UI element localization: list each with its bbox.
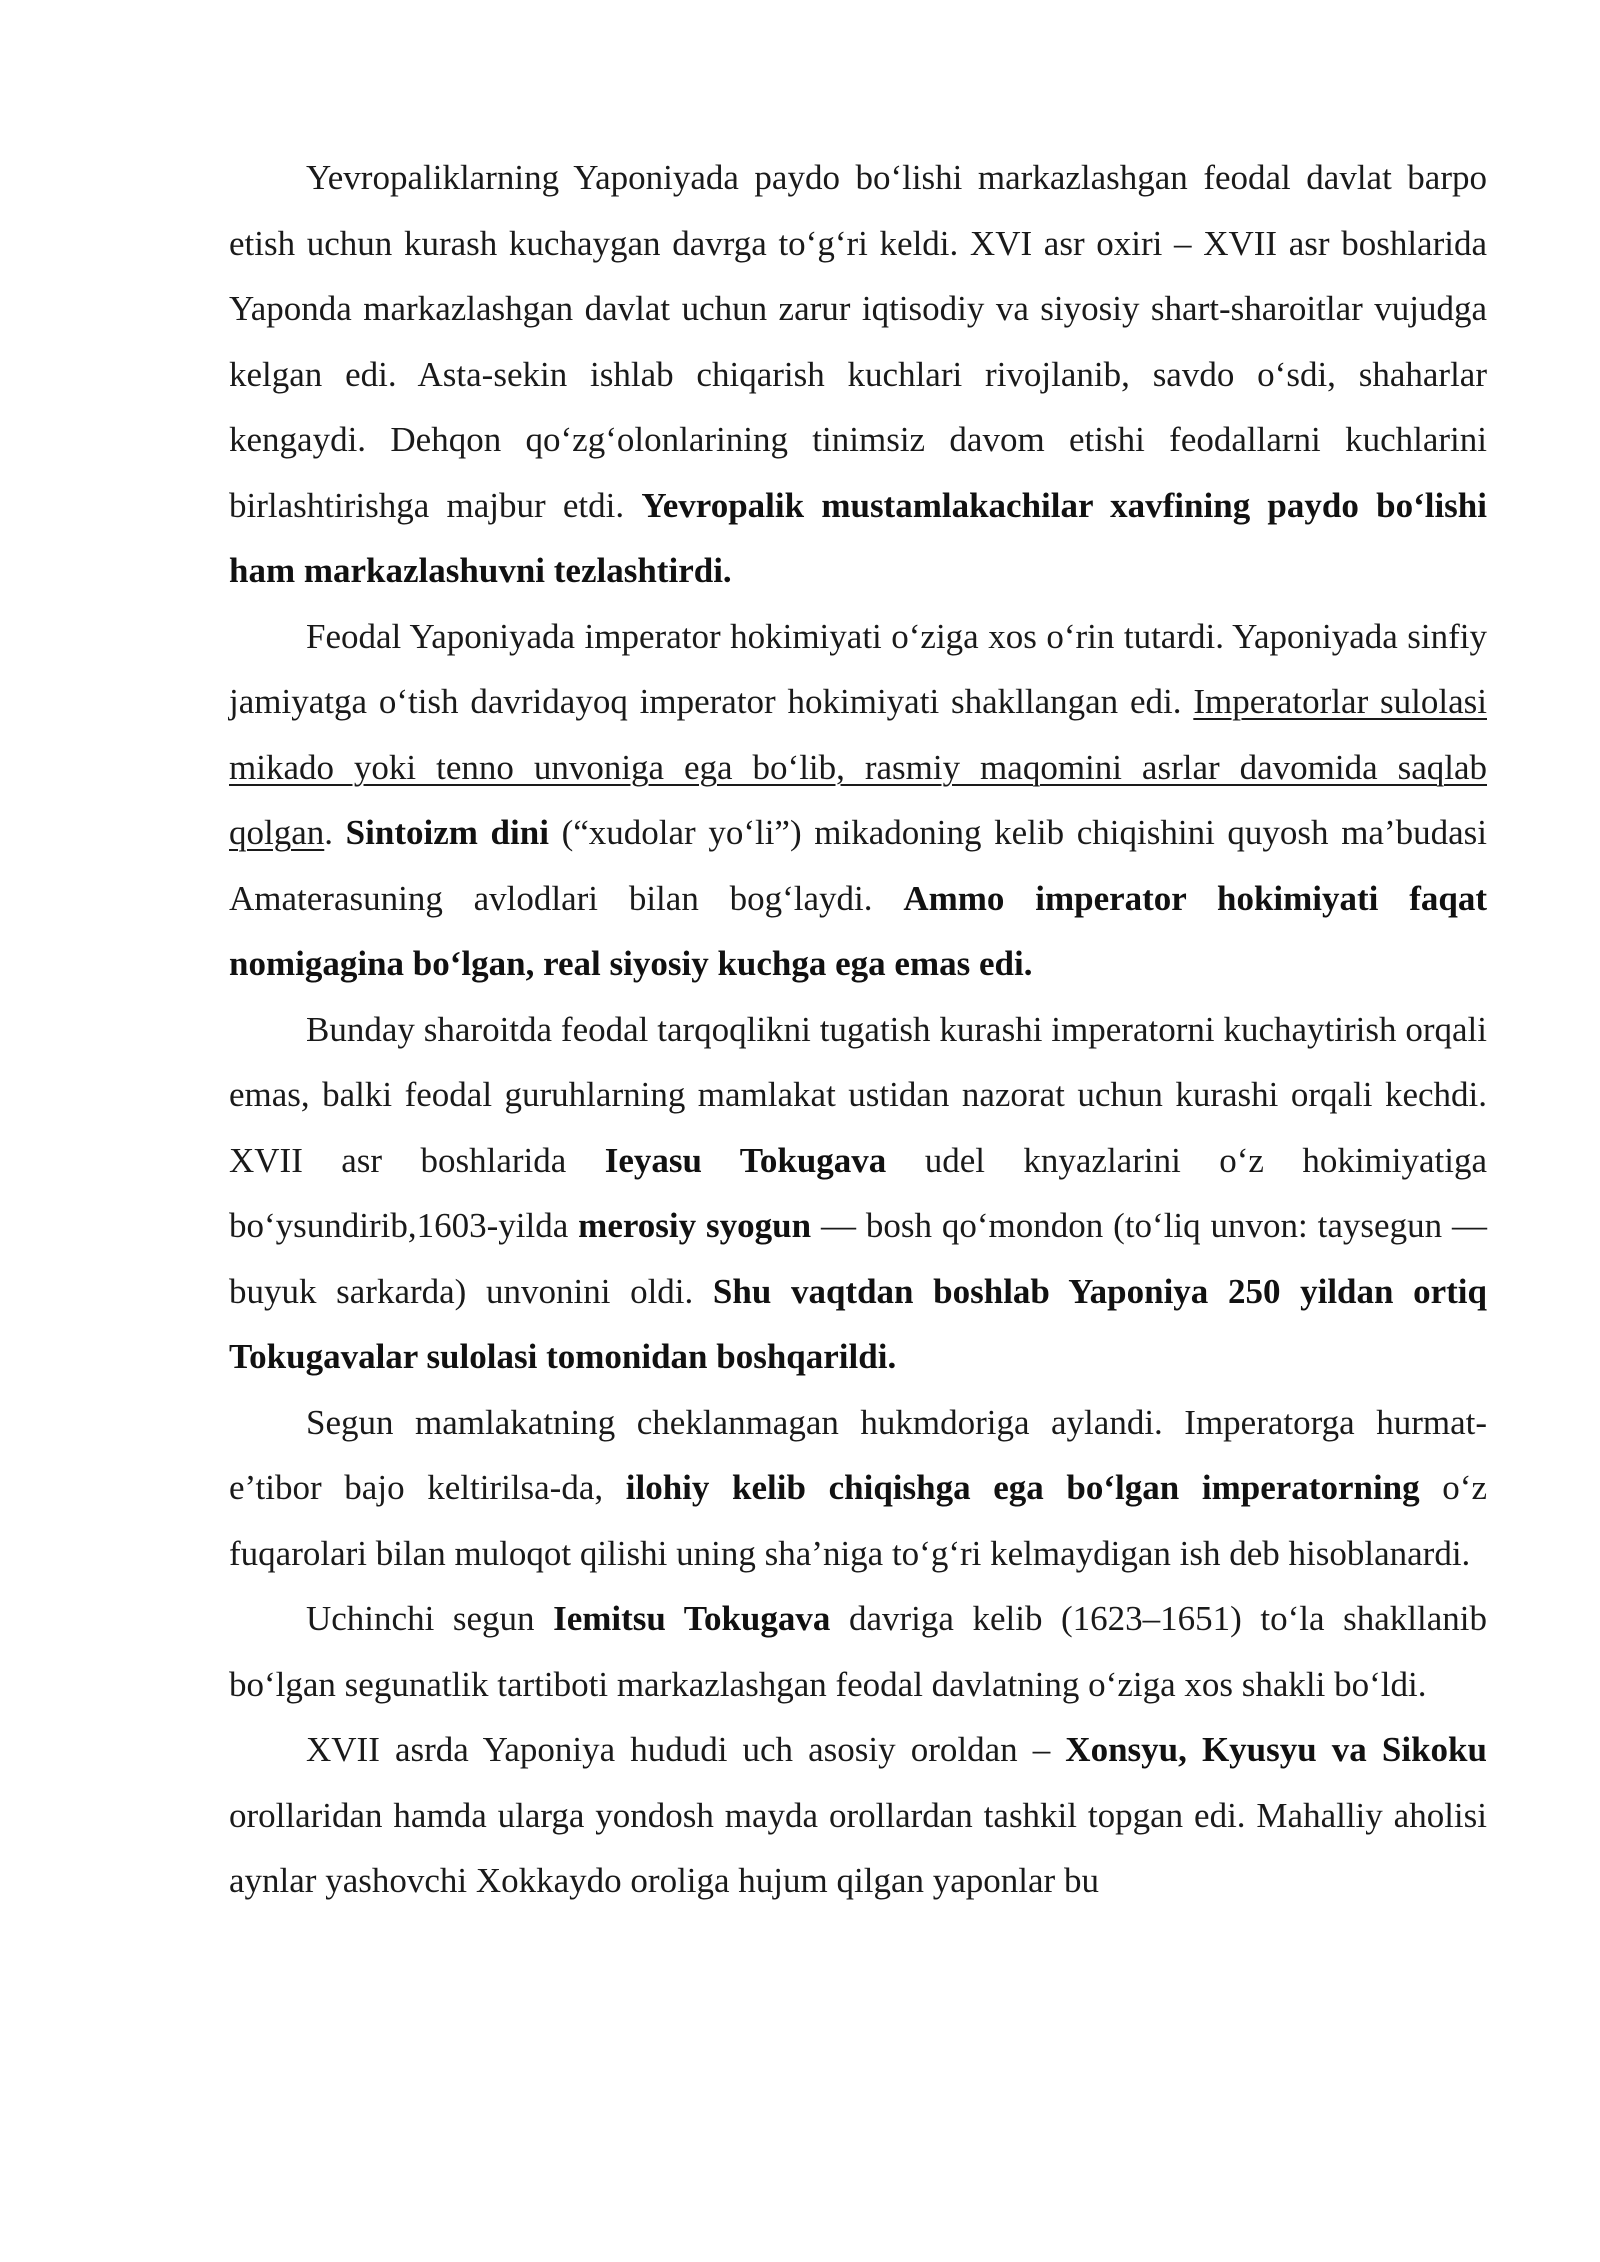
text-run: Yevropaliklarning Yaponiyada paydo bo‘lishi markazlashgan feodal davlat barpo etish uchun kurash kuchaygan davrga to‘g‘ri keldi. XVI asr oxiri – XVII asr boshlarida Yaponda markazlashgan davlat uchun zarur iqtisodiy va siyosiy shart-sharoitlar vujudga kelgan edi. Asta-sekin ishlab chiqarish kuchlari rivojlanib, savdo o‘sdi, shaharlar kengaydi. Dehqon qo‘zg‘olonlarining tinimsiz davom etishi feodallarni kuchlarini birlashtirishga majbur etdi. (229, 158, 1487, 525)
bold-text-run: Sintoizm dini (345, 813, 549, 852)
bold-text-run: merosiy syogun (578, 1206, 812, 1245)
text-run: Feodal Yaponiyada imperator hokimiyati o‘ziga xos o‘rin tutardi. Yaponiyada sinfiy jamiyatga o‘tish davridayoq imperator hokimiyati shakllangan edi. (229, 616, 1487, 721)
text-run: Bunday sharoitda feodal tarqoqlikni tugatish kurashi imperatorni kuchaytirish orqali emas, balki feodal guruhlarning mamlakat ustidan nazorat uchun kurashi orqali kechdi. XVII asr boshlarida (229, 1009, 1487, 1180)
bold-text-run: Shu vaqtdan boshlab Yaponiya 250 yildan ortiq Tokugavalar sulolasi tomonidan boshqarildi. (229, 1271, 1487, 1376)
text-run: orollaridan hamda ularga yondosh mayda orollardan tashkil topgan edi. Mahalliy aholisi aynlar yashovchi Xokkaydo oroliga hujum qilgan yaponlar bu (229, 1795, 1487, 1900)
text-run: Uchinchi segun (306, 1599, 554, 1638)
text-run: . (324, 813, 346, 852)
text-run: XVII asrda Yaponiya hududi uch asosiy oroldan – (306, 1730, 1066, 1769)
bold-text-run: Ieyasu Tokugava (604, 1140, 887, 1180)
bold-text-run: Xonsyu, Kyusyu va Sikoku (1065, 1730, 1487, 1769)
underlined-text-run: Imperatorlar sulolasi mikado yoki tenno unvoniga ega bo‘lib, rasmiy maqomini asrlar davomida saqlab qolgan (229, 682, 1487, 852)
text-run: o‘z fuqarolari bilan muloqot qilishi uning sha’niga to‘g‘ri kelmaydigan ish deb hisoblanardi. (229, 1468, 1487, 1573)
paragraph-2 (229, 604, 1487, 997)
text-run: Segun mamlakatning cheklanmagan hukmdoriga aylandi. Imperatorga hurmat-e’tibor bajo keltirilsa-da, (229, 1402, 1487, 1507)
paragraph-5 (229, 1586, 1487, 1717)
text-run: (“xudolar yo‘li”) mikadoning kelib chiqishini quyosh ma’budasi Amaterasuning avlodlari bilan bog‘laydi. (229, 813, 1487, 918)
text-run: davriga kelib (1623–1651) to‘la shakllanib bo‘lgan segunatlik tartiboti markazlashgan feodal davlatning o‘ziga xos shakli bo‘ldi. (229, 1599, 1487, 1704)
text-run: udel knyazlarini o‘z hokimiyatiga bo‘ysundirib,1603-yilda (229, 1140, 1488, 1245)
bold-text-run: ilohiy kelib chiqishga ega bo‘lgan imperatorning (625, 1468, 1420, 1507)
paragraph-4 (229, 1390, 1487, 1587)
bold-text-run: Yevropalik mustamlakachilar xavfining paydo bo‘lishi ham markazlashuvni tezlashtirdi. (229, 485, 1487, 590)
bold-text-run: Iemitsu Tokugava (553, 1599, 831, 1638)
paragraph-3 (229, 997, 1487, 1390)
paragraph-6 (229, 1717, 1487, 1914)
bold-text-run: Ammo imperator hokimiyati faqat nomigagina bo‘lgan, real siyosiy kuchga ega emas edi. (229, 878, 1487, 983)
document-body (229, 145, 1487, 1914)
paragraph-1 (229, 145, 1487, 604)
text-run: — bosh qo‘mondon (to‘liq unvon: taysegun — buyuk sarkarda) unvonini oldi. (229, 1206, 1487, 1311)
